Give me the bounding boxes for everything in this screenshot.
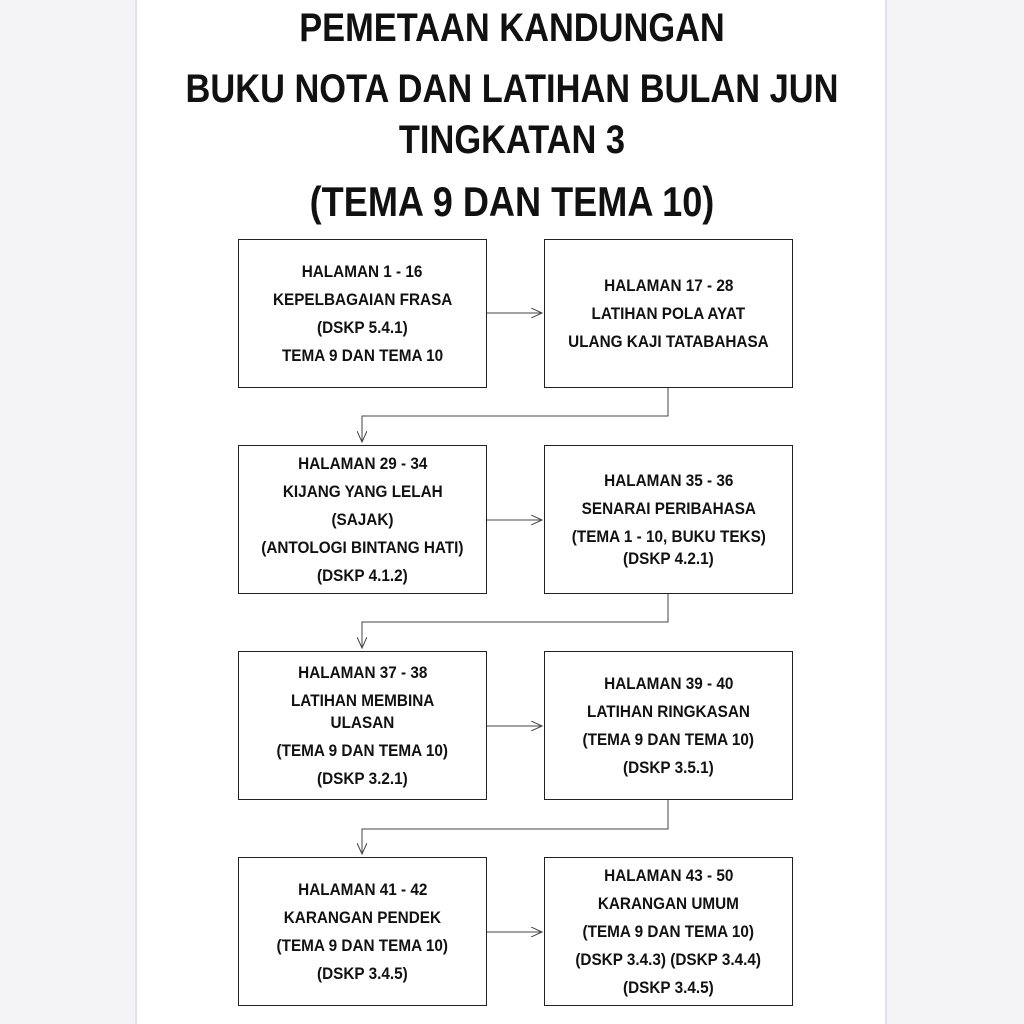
box-1-line-2: KEPELBAGAIAN FRASA <box>272 289 453 309</box>
box-5-line-2: LATIHAN MEMBINA <box>290 690 435 710</box>
title-line-4: (TEMA 9 DAN TEMA 10) <box>309 178 715 225</box>
box-5-line-3: ULASAN <box>330 712 395 732</box>
box-8-line-5: (DSKP 3.4.5) <box>623 977 714 997</box>
box-7-line-1: HALAMAN 41 - 42 <box>297 879 428 899</box>
box-1-line-1: HALAMAN 1 - 16 <box>302 261 423 281</box>
box-3-line-2: KIJANG YANG LELAH <box>282 481 443 501</box>
content-box-6 <box>544 651 793 800</box>
box-4-line-4: (DSKP 4.2.1) <box>623 548 714 568</box>
title-line-3: TINGKATAN 3 <box>398 118 626 162</box>
content-box-8 <box>544 857 793 1006</box>
box-5-line-1: HALAMAN 37 - 38 <box>297 662 428 682</box>
content-box-5 <box>238 651 487 800</box>
box-5-line-4: (TEMA 9 DAN TEMA 10) <box>276 740 449 760</box>
box-8-line-3: (TEMA 9 DAN TEMA 10) <box>582 921 755 941</box>
box-3-line-5: (DSKP 4.1.2) <box>317 565 408 585</box>
box-8-line-1: HALAMAN 43 - 50 <box>603 865 734 885</box>
box-3-line-4: (ANTOLOGI BINTANG HATI) <box>261 537 464 557</box>
box-6-line-4: (DSKP 3.5.1) <box>623 757 714 777</box>
box-7-line-2: KARANGAN PENDEK <box>283 907 442 927</box>
box-2-line-1: HALAMAN 17 - 28 <box>603 275 734 295</box>
box-6-line-1: HALAMAN 39 - 40 <box>603 673 734 693</box>
box-3-line-3: (SAJAK) <box>331 509 394 529</box>
title-line-2: BUKU NOTA DAN LATIHAN BULAN JUN <box>185 67 839 111</box>
box-4-line-3: (TEMA 1 - 10, BUKU TEKS) <box>571 526 766 546</box>
box-3-line-1: HALAMAN 29 - 34 <box>297 453 428 473</box>
box-4-line-1: HALAMAN 35 - 36 <box>603 470 734 490</box>
title-line-1: PEMETAAN KANDUNGAN <box>299 6 725 50</box>
box-7-line-3: (TEMA 9 DAN TEMA 10) <box>276 935 449 955</box>
box-2-line-3: ULANG KAJI TATABAHASA <box>568 331 769 351</box>
content-box-1 <box>238 239 487 388</box>
box-4-line-2: SENARAI PERIBAHASA <box>581 498 756 518</box>
content-box-7 <box>238 857 487 1006</box>
box-5-line-5: (DSKP 3.2.1) <box>317 768 408 788</box>
box-8-line-4: (DSKP 3.4.3) (DSKP 3.4.4) <box>575 949 762 969</box>
content-box-4 <box>544 445 793 594</box>
box-6-line-3: (TEMA 9 DAN TEMA 10) <box>582 729 755 749</box>
content-box-3 <box>238 445 487 594</box>
box-7-line-4: (DSKP 3.4.5) <box>317 963 408 983</box>
box-1-line-4: TEMA 9 DAN TEMA 10 <box>281 345 444 365</box>
box-6-line-2: LATIHAN RINGKASAN <box>587 701 750 721</box>
content-box-2 <box>544 239 793 388</box>
box-1-line-3: (DSKP 5.4.1) <box>317 317 408 337</box>
box-8-line-2: KARANGAN UMUM <box>597 893 740 913</box>
box-2-line-2: LATIHAN POLA AYAT <box>591 303 746 323</box>
